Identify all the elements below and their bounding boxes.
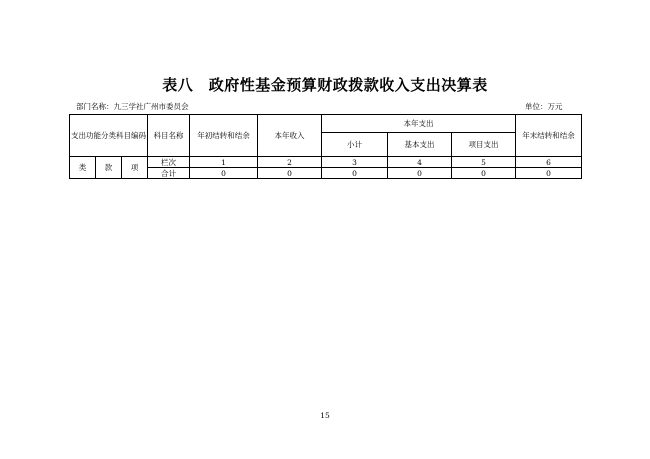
column-number-cell: 3 <box>322 157 388 168</box>
column-number-cell: 6 <box>516 157 582 168</box>
header-row-1 <box>70 115 582 133</box>
total-cell: 0 <box>258 168 322 179</box>
total-label: 合计 <box>148 168 190 179</box>
kuan-header: 款 <box>96 157 122 179</box>
report-title: 表八 政府性基金预算财政拨款收入支出决算表 <box>162 76 488 94</box>
subtotal-header: 小计 <box>322 133 388 157</box>
subject-name-header: 科目名称 <box>148 115 190 157</box>
xiang-header: 项 <box>122 157 148 179</box>
column-number-row <box>70 157 582 168</box>
total-cell: 0 <box>322 168 388 179</box>
budget-table <box>69 114 582 179</box>
basic-expense-header: 基本支出 <box>388 133 452 157</box>
current-income-header: 本年收入 <box>258 115 322 157</box>
column-number-label: 栏次 <box>148 157 190 168</box>
column-number-cell: 2 <box>258 157 322 168</box>
opening-balance-header: 年初结转和结余 <box>190 115 258 157</box>
total-cell: 0 <box>190 168 258 179</box>
column-number-cell: 4 <box>388 157 452 168</box>
department-name: 部门名称：九三学社广州市委员会 <box>76 102 189 111</box>
column-number-cell: 1 <box>190 157 258 168</box>
total-cell: 0 <box>388 168 452 179</box>
column-number-cell: 5 <box>452 157 516 168</box>
unit-label: 单位：万元 <box>525 102 563 111</box>
current-expense-header: 本年支出 <box>322 115 516 133</box>
func-class-header: 支出功能分类科目编码 <box>70 115 148 157</box>
page-number: 15 <box>320 411 330 420</box>
total-cell: 0 <box>516 168 582 179</box>
closing-balance-header: 年末结转和结余 <box>516 115 582 157</box>
project-expense-header: 项目支出 <box>452 133 516 157</box>
total-cell: 0 <box>452 168 516 179</box>
lei-header: 类 <box>70 157 96 179</box>
